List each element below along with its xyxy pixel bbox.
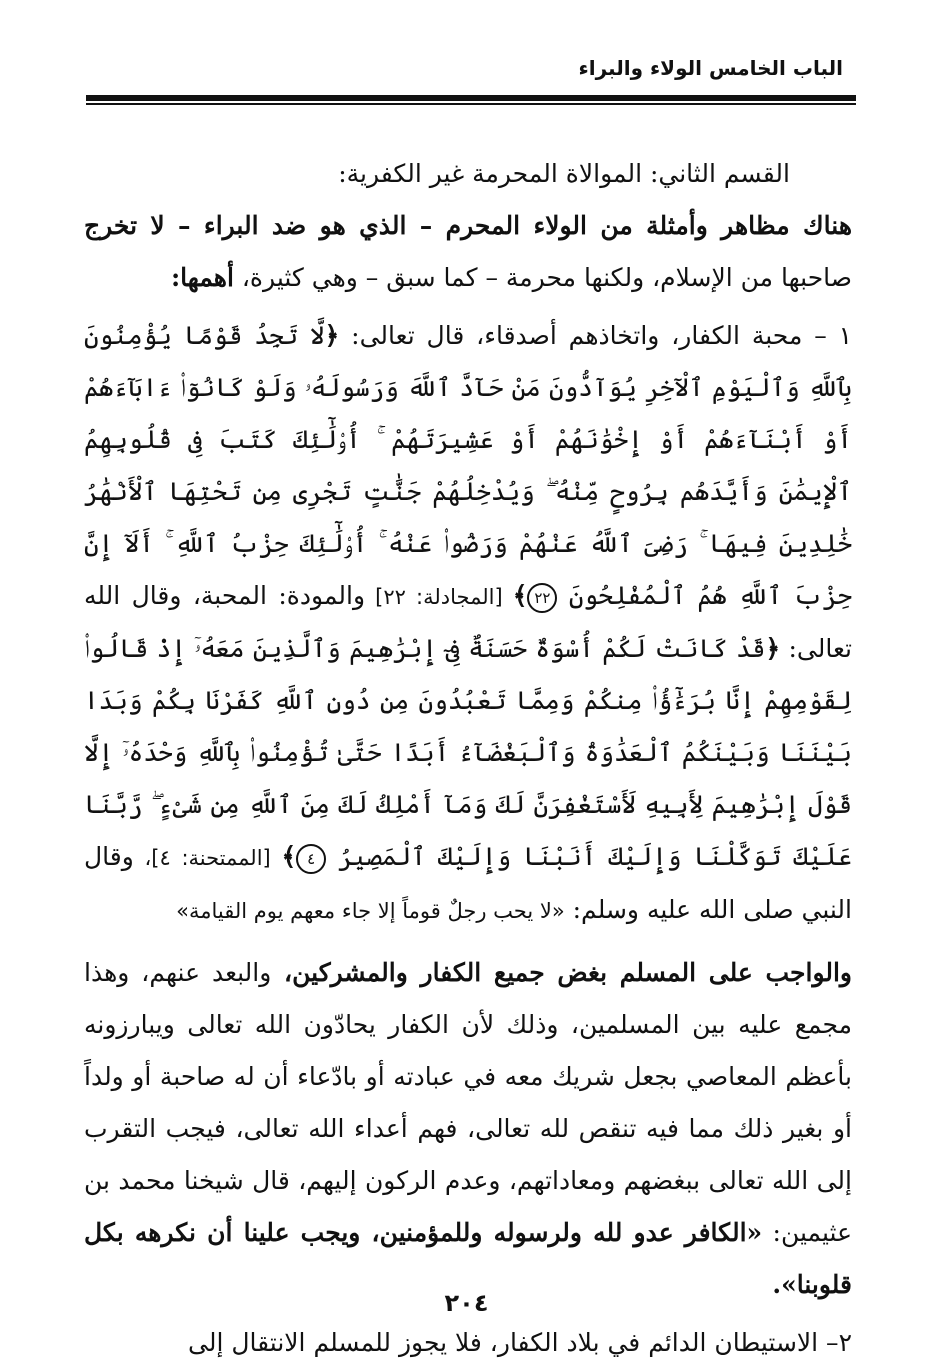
- ayah-number-marker: ٢٢: [527, 583, 557, 613]
- item1-lead: ١ – محبة الكفار، واتخاذهم أصدقاء، قال تعالى:: [339, 321, 852, 350]
- header-rule-thin: [86, 103, 856, 105]
- quran-open-bracket-2: ﴿: [765, 634, 781, 663]
- paragraph2-bold-lead: والواجب على المسلم بغض جميع الكفار والمشركين،: [271, 958, 853, 987]
- quran-verse-mumtahana: قَدْ كَانَتْ لَكُمْ أُسْوَةٌ حَسَنَةٌ فِىٓ إِبْرَٰهِيمَ وَٱلَّذِينَ مَعَهُۥٓ إِذْ قَالُوا۟ لِقَوْمِهِمْ إِنَّا بُرَءَٰٓؤُا۟ مِنكُمْ وَمِمَّا تَعْبُدُونَ مِن دُونِ ٱللَّهِ كَفَرْنَا بِكُمْ وَبَدَا بَيْنَنَا وَبَيْنَكُمُ ٱلْعَدَٰوَةُ وَٱلْبَغْضَآءُ أَبَدًا حَتَّىٰ تُؤْمِنُوا۟ بِٱللَّهِ وَحْدَهُۥٓ إِلَّا قَوْلَ إِبْرَٰهِيمَ لِأَبِيهِ لَأَسْتَغْفِرَنَّ لَكَ وَمَآ أَمْلِكُ لَكَ مِنَ ٱللَّهِ مِن شَىْءٍ ۖ رَّبَّنَا عَلَيْكَ تَوَكَّلْنَا وَإِلَيْكَ أَنَبْنَا وَإِلَيْكَ ٱلْمَصِيرُ: [84, 634, 852, 871]
- item1-note: والمودة: المحبة، وقال الله تعالى:: [84, 581, 852, 663]
- hadith-lead: وقال النبي صلى الله عليه وسلم:: [84, 842, 852, 924]
- quran-close-bracket: ﴾: [512, 581, 528, 610]
- intro-bold-text: هناك مظاهر وأمثلة من الولاء المحرم – الذي هو ضد البراء – لا تخرج: [84, 211, 852, 240]
- paragraph2-body: والبعد عنهم، وهذا مجمع عليه بين المسلمين، وذلك لأن الكفار يحادّون الله تعالى ويبارزونه بأعظم المعاصي بجعل شريك معه في عبادته أو بادّعاء أن له صاحبة أو ولداً أو بغير ذلك مما فيه تنقص لله تعالى، فهم أعداء الله تعالى، فيجب التقرب إلى الله تعالى ببغضهم ومعاداتهم، وعدم الركون إليهم، قال شيخنا محمد بن عثيمين:: [84, 958, 853, 1247]
- quran-close-bracket-2: ﴾: [281, 842, 297, 871]
- list-item-1: [84, 310, 852, 937]
- verse-reference: [المجادلة: ٢٢]: [365, 585, 513, 609]
- page-number: ٢٠٤: [444, 1289, 489, 1317]
- quran-verse-mujadila: لَّا تَجِدُ قَوْمًا يُؤْمِنُونَ بِٱللَّهِ وَٱلْيَوْمِ ٱلْآخِرِ يُوَآدُّونَ مَنْ حَآدَّ ٱللَّهَ وَرَسُولَهُۥ وَلَوْ كَانُوٓا۟ ءَابَآءَهُمْ أَوْ أَبْنَآءَهُمْ أَوْ إِخْوَٰنَهُمْ أَوْ عَشِيرَتَهُمْ ۚ أُو۟لَٰٓئِكَ كَتَبَ فِى قُلُوبِهِمُ ٱلْإِيمَٰنَ وَأَيَّدَهُم بِرُوحٍ مِّنْهُ ۖ وَيُدْخِلُهُمْ جَنَّٰتٍ تَجْرِى مِن تَحْتِهَا ٱلْأَنْهَٰرُ خَٰلِدِينَ فِيهَا ۚ رَضِىَ ٱللَّهُ عَنْهُمْ وَرَضُوا۟ عَنْهُ ۚ أُو۟لَٰٓئِكَ حِزْبُ ٱللَّهِ ۚ أَلَآ إِنَّ حِزْبَ ٱللَّهِ هُمُ ٱلْمُفْلِحُونَ: [84, 321, 852, 610]
- quran-open-bracket: ﴿: [324, 321, 340, 350]
- intro-bold-end: أهمها:: [170, 263, 234, 292]
- ayah-number-marker-2: ٤: [296, 844, 326, 874]
- paragraph-2: [84, 947, 852, 1311]
- hadith-quote: «لا يحب رجلٌ قوماً إلا جاء معهم يوم القيامة»: [176, 899, 565, 923]
- section-heading: القسم الثاني: الموالاة المحرمة غير الكفرية:: [338, 159, 790, 188]
- running-header: الباب الخامس الولاء والبراء: [578, 56, 843, 80]
- intro-normal-text: صاحبها من الإسلام، ولكنها محرمة – كما سبق – وهي كثيرة،: [233, 263, 852, 292]
- list-item-2: ٢– الاستيطان الدائم في بلاد الكفار، فلا يجوز للمسلم الانتقال إلى: [188, 1328, 852, 1357]
- scholar-quote: «الكافر عدو لله ولرسوله وللمؤمنين، ويجب علينا أن نكرهه بكل قلوبنا».: [84, 1218, 852, 1299]
- main-text: [84, 148, 852, 1369]
- header-rule-thick: [86, 95, 856, 101]
- verse-reference-2: [الممتحنة: ٤]،: [133, 846, 282, 870]
- section-intro: [84, 200, 852, 304]
